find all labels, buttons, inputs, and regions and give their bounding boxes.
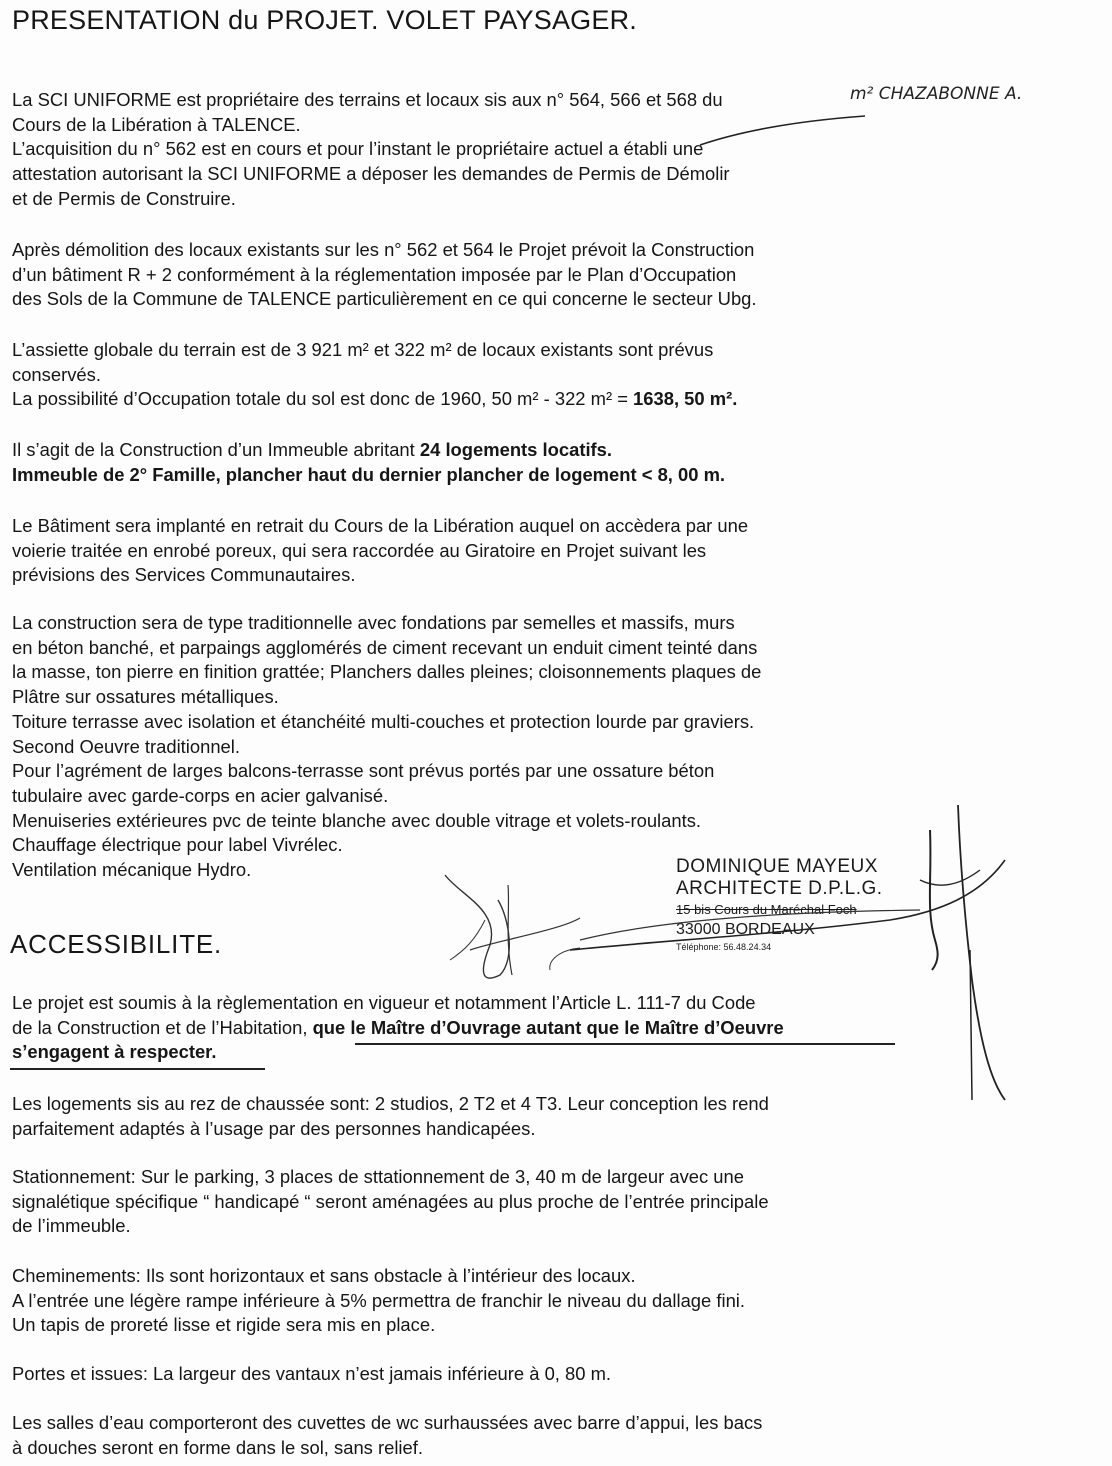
underline-mark	[10, 1068, 265, 1070]
handwritten-arrow	[690, 110, 870, 150]
text-line: Toiture terrasse avec isolation et étanchéité multi-couches et protection lourde par graviers.	[12, 710, 755, 732]
text-line: Portes et issues: La largeur des vantaux n’est jamais inférieure à 0, 80 m.	[12, 1363, 612, 1384]
text-plain: La possibilité d’Occupation totale du sol est donc de 1960, 50 m² - 322 m² =	[12, 388, 634, 410]
text-line: Cheminements: Ils sont horizontaux et sans obstacle à l’intérieur des locaux.	[12, 1265, 636, 1286]
text-line: Le projet est soumis à la règlementation en vigueur et notamment l’Article L. 111-7 du Code	[12, 992, 756, 1013]
handwritten-signature	[420, 800, 1020, 1130]
text-line: La construction sera de type traditionnelle avec fondations par semelles et massifs, murs	[12, 612, 735, 633]
text-line: Stationnement: Sur le parking, 3 places de sttationnement de 3, 40 m de largeur avec une	[12, 1166, 744, 1187]
text-line: La SCI UNIFORME est propriétaire des terrains et locaux sis aux n° 564, 566 et 568 du	[12, 89, 723, 110]
text-line: Le Bâtiment sera implanté en retrait du Cours de la Libération auquel on accèdera par une	[12, 515, 749, 536]
logements-count: 24 logements locatifs.	[419, 439, 613, 460]
stamp-title: ARCHITECTE D.P.L.G.	[676, 878, 883, 899]
text-line: Ventilation mécanique Hydro.	[12, 859, 252, 881]
stamp-city: 33000 BORDEAUX	[676, 921, 815, 938]
text-line: voierie traitée en enrobé poreux, qui sera raccordée au Giratoire en Projet suivant les	[12, 539, 707, 561]
text-line: parfaitement adaptés à l’usage par des personnes handicapées.	[12, 1117, 536, 1139]
text-line: Second Oeuvre traditionnel.	[12, 735, 240, 757]
commitment-text-end: s’engagent à respecter.	[12, 1041, 217, 1063]
text-line	[12, 387, 737, 412]
text-line: A l’entrée une légère rampe inférieure à 5% permettra de franchir le niveau du dallage fini.	[12, 1289, 745, 1311]
paragraph-demolition	[12, 238, 757, 312]
text-line-famille: Immeuble de 2° Famille, plancher haut du dernier plancher de logement < 8, 00 m.	[12, 463, 726, 485]
text-line: en béton banché, et parpaings agglomérés de ciment recevant un enduit ciment teinté dans	[12, 636, 758, 658]
text-line: Après démolition des locaux existants sur les n° 562 et 564 le Projet prévoit la Construction	[12, 239, 755, 260]
text-line: Menuiseries extérieures pvc de teinte blanche avec double vitrage et volets-roulants.	[12, 809, 702, 831]
paragraph-cheminements	[12, 1264, 745, 1338]
text-line: Plâtre sur ossatures métalliques.	[12, 686, 279, 708]
text-line	[12, 438, 725, 463]
text-line: Les logements sis au rez de chaussée sont: 2 studios, 2 T2 et 4 T3. Leur conception les rend	[12, 1093, 769, 1114]
text-line: prévisions des Services Communautaires.	[12, 564, 356, 586]
text-line: conservés.	[12, 363, 101, 385]
paragraph-stationnement	[12, 1165, 769, 1239]
text-line: L’acquisition du n° 562 est en cours et pour l’instant le propriétaire actuel a établi une	[12, 138, 704, 160]
text-plain: Il s’agit de la Construction d’un Immeuble abritant	[12, 439, 420, 460]
text-line: signalétique spécifique “ handicapé “ seront aménagées au plus proche de l’entrée principale	[12, 1190, 769, 1212]
total-surface-value: 1638, 50 m².	[633, 388, 738, 410]
paragraph-salles-eau	[12, 1411, 762, 1460]
paragraph-ownership	[12, 88, 730, 212]
stamp-name: DOMINIQUE MAYEUX	[676, 856, 878, 877]
text-line: Cours de la Libération à TALENCE.	[12, 113, 301, 135]
paragraph-logements	[12, 438, 725, 487]
paragraph-portes	[12, 1362, 611, 1387]
text-line: la masse, ton pierre en finition grattée; Planchers dalles pleines; cloisonnements plaques de	[12, 661, 762, 683]
text-line: des Sols de la Commune de TALENCE particulièrement en ce qui concerne le secteur Ubg.	[12, 288, 757, 310]
text-plain: de la Construction et de l’Habitation,	[12, 1016, 313, 1038]
text-line: tubulaire avec garde-corps en acier galvanisé.	[12, 784, 389, 806]
text-line: Les salles d’eau comporteront des cuvettes de wc surhaussées avec barre d’appui, les bacs	[12, 1412, 763, 1433]
text-line: et de Permis de Construire.	[12, 187, 236, 209]
text-line: d’un bâtiment R + 2 conformément à la réglementation imposée par le Plan d’Occupation	[12, 263, 737, 285]
paragraph-surface	[12, 338, 737, 412]
stamp-phone: Téléphone: 56.48.24.34	[676, 942, 772, 952]
text-line: attestation autorisant la SCI UNIFORME a déposer les demandes de Permis de Démolir	[12, 163, 730, 185]
handwritten-note: m² CHAZABONNE A.	[850, 84, 1023, 104]
text-line: à douches seront en forme dans le sol, sans relief.	[12, 1436, 423, 1458]
paragraph-implantation	[12, 514, 748, 588]
text-line: L’assiette globale du terrain est de 3 921 m² et 322 m² de locaux existants sont prévus	[12, 339, 714, 360]
text-line: Chauffage électrique pour label Vivrélec.	[12, 834, 343, 856]
text-line: Pour l’agrément de larges balcons-terrasse sont prévus portés par une ossature béton	[12, 760, 715, 782]
text-line: de l’immeuble.	[12, 1215, 131, 1237]
section-title-presentation: PRESENTATION du PROJET. VOLET PAYSAGER.	[12, 5, 637, 35]
section-title-accessibilite: ACCESSIBILITE.	[10, 929, 223, 959]
text-line: Un tapis de proreté lisse et rigide sera mis en place.	[12, 1314, 436, 1336]
stamp-address: 15 bis Cours du Maréchal Foch	[676, 902, 857, 917]
commitment-text: que le Maître d’Ouvrage autant que le Maître d’Oeuvre	[312, 1016, 784, 1038]
